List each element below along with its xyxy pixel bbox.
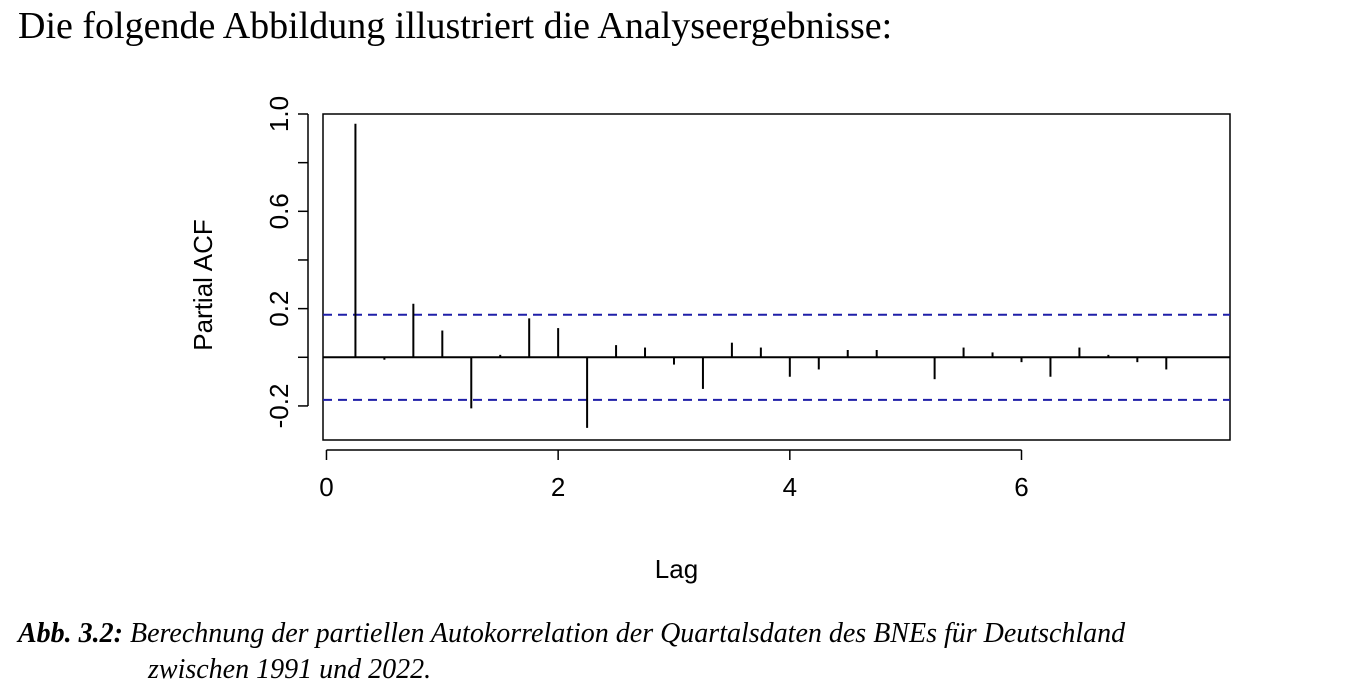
y-tick-label: 0.2 — [264, 290, 294, 327]
figure-caption — [18, 616, 1363, 688]
intro-text: Die folgende Abbildung illustriert die Analyseergebnisse: — [18, 5, 893, 47]
caption-line-1: Berechnung der partiellen Autokorrelation der Quartalsdaten des BNEs für Deutschland — [130, 618, 1126, 649]
x-tick-label: 2 — [550, 472, 566, 502]
caption-line-2: zwischen 1991 und 2022. — [148, 654, 432, 685]
plot-frame — [323, 114, 1230, 440]
y-axis-label: Partial ACF — [188, 219, 218, 351]
x-axis-label: Lag — [654, 554, 699, 584]
caption-label: Abb. 3.2: — [18, 618, 123, 649]
x-tick-label: 4 — [782, 472, 798, 502]
x-tick-label: 6 — [1014, 472, 1029, 502]
y-tick-label: 0.6 — [264, 193, 294, 230]
y-tick-label: -0.2 — [264, 383, 294, 429]
y-tick-label: 1.0 — [264, 95, 294, 133]
plot-area — [264, 96, 1230, 502]
x-tick-label: 0 — [319, 472, 334, 502]
